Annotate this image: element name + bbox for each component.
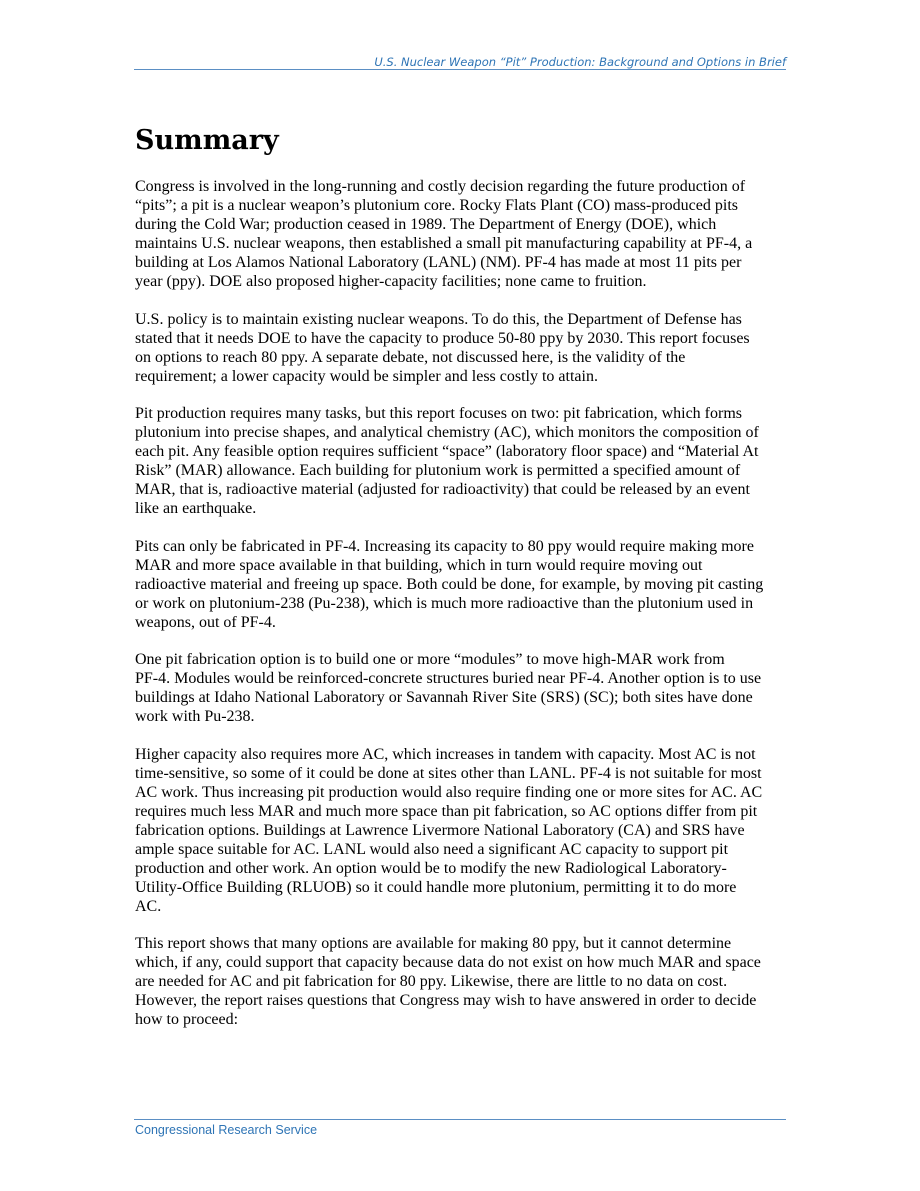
paragraph-modules: One pit fabrication option is to build one or more “modules” to move high-MAR work from PF-4. Modules would be reinforced-concrete structures buried near PF-4. Another option is to use buildings at Idaho National Laboratory or Savannah River Site (SRS) (SC); both sites have done work with Pu-238.	[135, 651, 762, 725]
summary-body	[135, 177, 789, 1048]
header-divider	[134, 69, 786, 70]
paragraph-pf4: Pits can only be fabricated in PF-4. Increasing its capacity to 80 ppy would require making more MAR and more space available in that building, which in turn would require moving out radioactive material and freeing up space. Both could be done, for example, by moving pit casting or work on plutonium-238 (Pu-238), which is much more radioactive than the plutonium used in weapons, out of PF-4.	[135, 537, 764, 631]
page-title: Summary	[135, 125, 279, 156]
paragraph-policy: U.S. policy is to maintain existing nuclear weapons. To do this, the Department of Defense has stated that it needs DOE to have the capacity to produce 50-80 ppy by 2030. This report focuses on options to reach 80 ppy. A separate debate, not discussed here, is the validity of the requirement; a lower capacity would be simpler and less costly to attain.	[135, 310, 750, 385]
paragraph-background: Congress is involved in the long-running and costly decision regarding the future production of “pits”; a pit is a nuclear weapon’s plutonium core. Rocky Flats Plant (CO) mass-produced pits during the Cold War; production ceased in 1989. The Department of Energy (DOE), which maintains U.S. nuclear weapons, then established a small pit manufacturing capability at PF-4, a building at Los Alamos National Laboratory (LANL) (NM). PF-4 has made at most 11 pits per year (ppy). DOE also proposed higher-capacity facilities; none came to fruition.	[135, 178, 753, 290]
footer-publisher: Congressional Research Service	[135, 1123, 318, 1137]
running-header: U.S. Nuclear Weapon “Pit” Production: Background and Options in Brief	[374, 55, 786, 69]
paragraph-conclusion: This report shows that many options are available for making 80 ppy, but it cannot determine which, if any, could support that capacity because data do not exist on how much MAR and space are needed for AC and pit fabrication for 80 ppy. Likewise, there are little to no data on cost. However, the report raises questions that Congress may wish to have answered in order to decide how to proceed:	[135, 935, 761, 1028]
footer-divider	[134, 1119, 786, 1120]
paragraph-analytical-chemistry: Higher capacity also requires more AC, which increases in tandem with capacity. Most AC is not time-sensitive, so some of it could be done at sites other than LANL. PF-4 is not suitable for most AC work. Thus increasing pit production would also require finding one or more sites for AC. AC requires much less MAR and much more space than pit fabrication, so AC options differ from pit fabrication options. Buildings at Lawrence Livermore National Laboratory (CA) and SRS have ample space suitable for AC. LANL would also need a significant AC capacity to support pit production and other work. An option would be to modify the new Radiological Laboratory- Utility-Office Building (RLUOB) so it could handle more plutonium, permitting it to do more AC.	[135, 745, 763, 915]
paragraph-tasks: Pit production requires many tasks, but this report focuses on two: pit fabrication, which forms plutonium into precise shapes, and analytical chemistry (AC), which monitors the composition of each pit. Any feasible option requires sufficient “space” (laboratory floor space) and “Material At Risk” (MAR) allowance. Each building for plutonium work is permitted a specified amount of MAR, that is, radioactive material (adjusted for radioactivity) that could be released by an event like an earthquake.	[135, 405, 759, 517]
